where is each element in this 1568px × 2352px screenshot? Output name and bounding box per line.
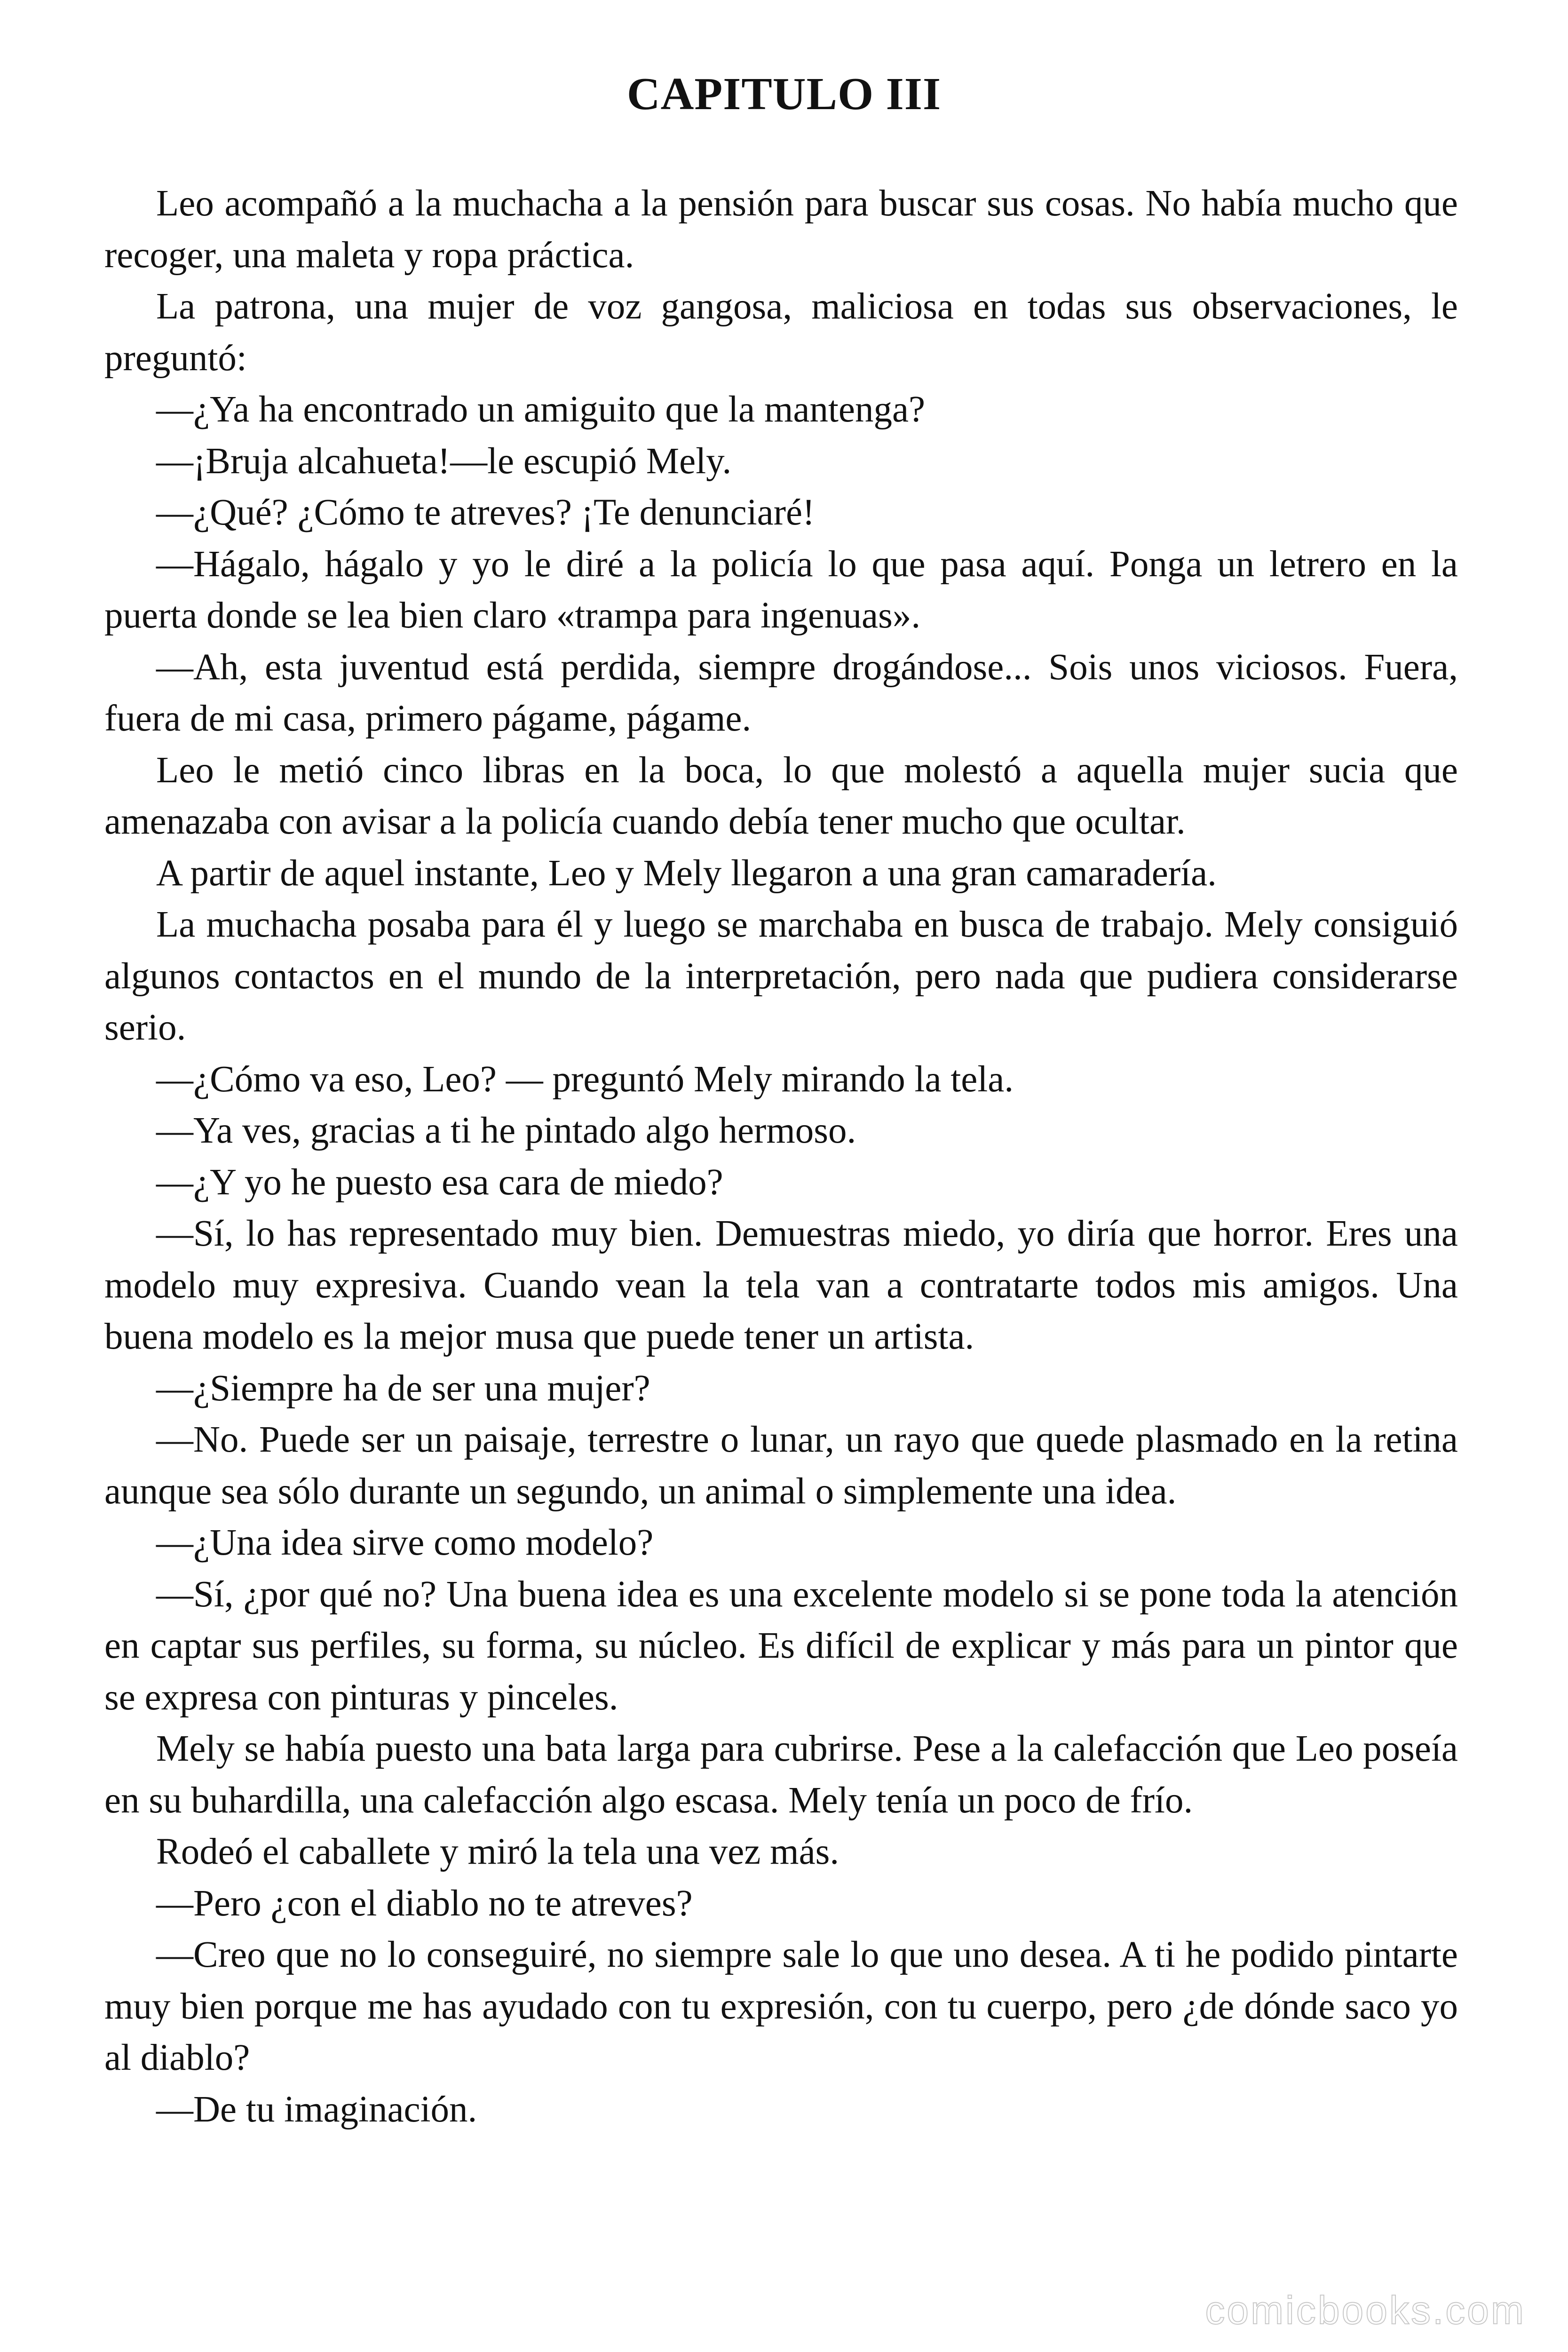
dialogue-line: —Sí, ¿por qué no? Una buena idea es una excelente modelo si se pone toda la atención en captar sus perfiles, su forma, su núcleo. Es difícil de explicar y más para un pintor que se expresa con pinturas y pinceles. <box>104 1573 1458 1718</box>
dialogue-line: —Pero ¿con el diablo no te atreves? <box>156 1883 693 1924</box>
dialogue-line: —Ah, esta juventud está perdida, siempre drogándose... Sois unos viciosos. Fuera, fuera de mi casa, primero págame, págame. <box>104 646 1458 739</box>
paragraph: La patrona, una mujer de voz gangosa, maliciosa en todas sus observaciones, le preguntó: <box>104 286 1458 379</box>
chapter-body <box>104 178 1458 2135</box>
dialogue-line: —¿Cómo va eso, Leo? — preguntó Mely mirando la tela. <box>156 1058 1014 1100</box>
paragraph: A partir de aquel instante, Leo y Mely llegaron a una gran camaradería. <box>156 852 1217 894</box>
chapter-title: CAPITULO III <box>626 69 942 119</box>
paragraph: Rodeó el caballete y miró la tela una vez más. <box>156 1831 839 1872</box>
dialogue-line: —¿Siempre ha de ser una mujer? <box>156 1367 650 1409</box>
dialogue-line: —No. Puede ser un paisaje, terrestre o lunar, un rayo que quede plasmado en la retina aunque sea sólo durante un segundo, un animal o simplemente una idea. <box>104 1419 1458 1512</box>
dialogue-line: —¡Bruja alcahueta!—le escupió Mely. <box>156 440 732 482</box>
paragraph: Leo le metió cinco libras en la boca, lo que molestó a aquella mujer sucia que amenazaba con avisar a la policía cuando debía tener mucho que ocultar. <box>104 749 1458 842</box>
dialogue-line: —Ya ves, gracias a ti he pintado algo hermoso. <box>156 1110 856 1151</box>
paragraph: Mely se había puesto una bata larga para cubrirse. Pese a la calefacción que Leo poseía en su buhardilla, una calefacción algo escasa. Mely tenía un poco de frío. <box>104 1728 1458 1821</box>
dialogue-line: —Hágalo, hágalo y yo le diré a la policía lo que pasa aquí. Ponga un letrero en la puerta donde se lea bien claro «trampa para ingenuas». <box>104 543 1458 636</box>
watermark: comicbooks.com <box>1205 2288 1526 2332</box>
dialogue-line: —¿Ya ha encontrado un amiguito que la mantenga? <box>156 389 926 430</box>
dialogue-line: —De tu imaginación. <box>156 2089 477 2130</box>
paragraph: Leo acompañó a la muchacha a la pensión para buscar sus cosas. No había mucho que recoger, una maleta y ropa práctica. <box>104 183 1458 276</box>
paragraph: La muchacha posaba para él y luego se marchaba en busca de trabajo. Mely consiguió algunos contactos en el mundo de la interpretación, pero nada que pudiera considerarse serio. <box>104 904 1458 1048</box>
dialogue-line: —¿Una idea sirve como modelo? <box>156 1522 654 1563</box>
dialogue-line: —Creo que no lo conseguiré, no siempre sale lo que uno desea. A ti he podido pintarte muy bien porque me has ayudado con tu expresión, con tu cuerpo, pero ¿de dónde saco yo al diablo? <box>104 1934 1458 2078</box>
dialogue-line: —¿Qué? ¿Cómo te atreves? ¡Te denunciaré! <box>156 492 815 533</box>
dialogue-line: —Sí, lo has representado muy bien. Demuestras miedo, yo diría que horror. Eres una modelo muy expresiva. Cuando vean la tela van a contratarte todos mis amigos. Una buena modelo es la mejor musa que puede tener un artista. <box>104 1213 1458 1357</box>
dialogue-line: —¿Y yo he puesto esa cara de miedo? <box>156 1161 723 1203</box>
